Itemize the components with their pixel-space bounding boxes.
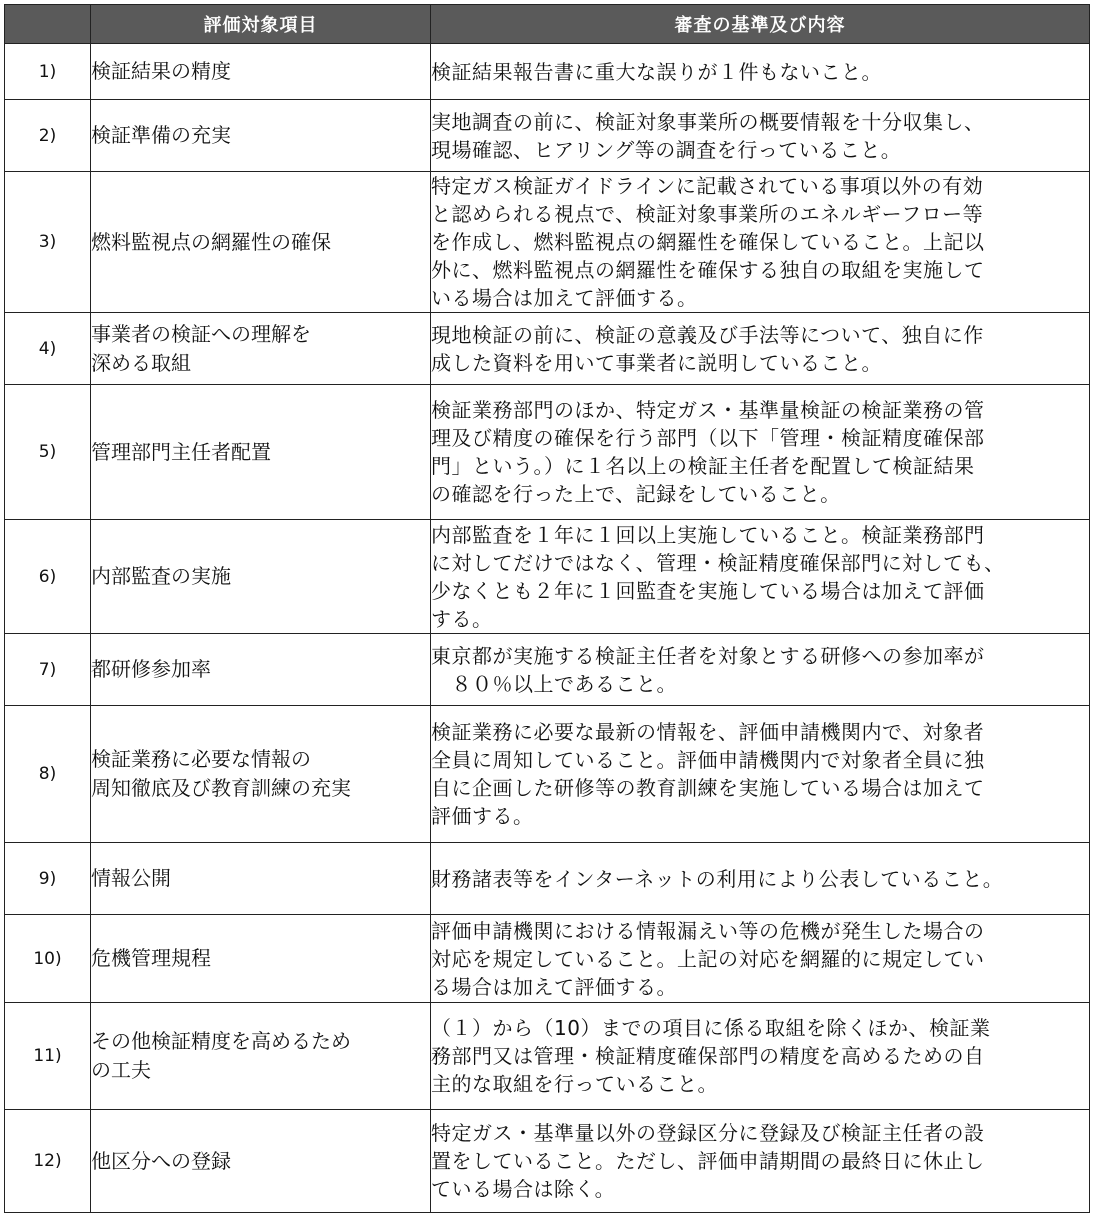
table-row [5,915,1090,1003]
row-item: 危機管理規程 [91,915,431,1003]
row-item: 管理部門主任者配置 [91,385,431,520]
table-row [5,706,1090,843]
row-criteria: 検証業務に必要な最新の情報を、評価申請機関内で、対象者 全員に周知していること。評価申請機関内で対象者全員に独 自に企画した研修等の教育訓練を実施している場合は加えて 評価する。 [431,706,1090,843]
row-criteria: （１）から（10）までの項目に係る取組を除くほか、検証業 務部門又は管理・検証精度確保部門の精度を高めるための自 主的な取組を行っていること。 [431,1003,1090,1110]
table-row [5,634,1090,706]
header-number [5,5,91,44]
row-item: 検証準備の充実 [91,100,431,172]
row-criteria: 特定ガス・基準量以外の登録区分に登録及び検証主任者の設 置をしていること。ただし、評価申請期間の最終日に休止し ている場合は除く。 [431,1110,1090,1213]
table-row [5,843,1090,915]
table-row [5,100,1090,172]
row-criteria: 現地検証の前に、検証の意義及び手法等について、独自に作 成した資料を用いて事業者に説明していること。 [431,313,1090,385]
table-row [5,385,1090,520]
row-item: 他区分への登録 [91,1110,431,1213]
row-number: 5) [5,385,91,520]
row-item: 都研修参加率 [91,634,431,706]
table-row [5,520,1090,634]
row-criteria: 検証結果報告書に重大な誤りが１件もないこと。 [431,44,1090,100]
row-number: 8) [5,706,91,843]
row-criteria: 特定ガス検証ガイドラインに記載されている事項以外の有効 と認められる視点で、検証対象事業所のエネルギーフロー等 を作成し、燃料監視点の網羅性を確保していること。上記以 外に、燃料監視点の網羅性を確保する独自の取組を実施して いる場合は加えて評価する。 [431,172,1090,313]
row-item: 検証業務に必要な情報の 周知徹底及び教育訓練の充実 [91,706,431,843]
header-criteria: 審査の基準及び内容 [431,5,1090,44]
header-evaluation-item: 評価対象項目 [91,5,431,44]
table-row [5,1110,1090,1213]
row-number: 7) [5,634,91,706]
table-row [5,44,1090,100]
row-number: 11) [5,1003,91,1110]
row-number: 9) [5,843,91,915]
evaluation-table [4,4,1090,1213]
row-number: 3) [5,172,91,313]
row-criteria: 検証業務部門のほか、特定ガス・基準量検証の検証業務の管 理及び精度の確保を行う部門（以下「管理・検証精度確保部 門」という。）に１名以上の検証主任者を配置して検証結果 の確認を行った上で、記録をしていること。 [431,385,1090,520]
table-header-row [5,5,1090,44]
row-item: 燃料監視点の網羅性の確保 [91,172,431,313]
row-item: 事業者の検証への理解を 深める取組 [91,313,431,385]
row-criteria: 評価申請機関における情報漏えい等の危機が発生した場合の 対応を規定していること。上記の対応を網羅的に規定してい る場合は加えて評価する。 [431,915,1090,1003]
row-item: 内部監査の実施 [91,520,431,634]
row-number: 1) [5,44,91,100]
row-item: その他検証精度を高めるため の工夫 [91,1003,431,1110]
row-item: 情報公開 [91,843,431,915]
row-number: 12) [5,1110,91,1213]
row-criteria: 財務諸表等をインターネットの利用により公表していること。 [431,843,1090,915]
table-row [5,313,1090,385]
row-item: 検証結果の精度 [91,44,431,100]
row-criteria: 内部監査を１年に１回以上実施していること。検証業務部門 に対してだけではなく、管理・検証精度確保部門に対しても、 少なくとも２年に１回監査を実施している場合は加えて評価 する。 [431,520,1090,634]
table-row [5,1003,1090,1110]
row-number: 6) [5,520,91,634]
row-number: 4) [5,313,91,385]
row-criteria: 実地調査の前に、検証対象事業所の概要情報を十分収集し、 現場確認、ヒアリング等の調査を行っていること。 [431,100,1090,172]
row-number: 2) [5,100,91,172]
table-row [5,172,1090,313]
row-criteria: 東京都が実施する検証主任者を対象とする研修への参加率が ８０％以上であること。 [431,634,1090,706]
row-number: 10) [5,915,91,1003]
